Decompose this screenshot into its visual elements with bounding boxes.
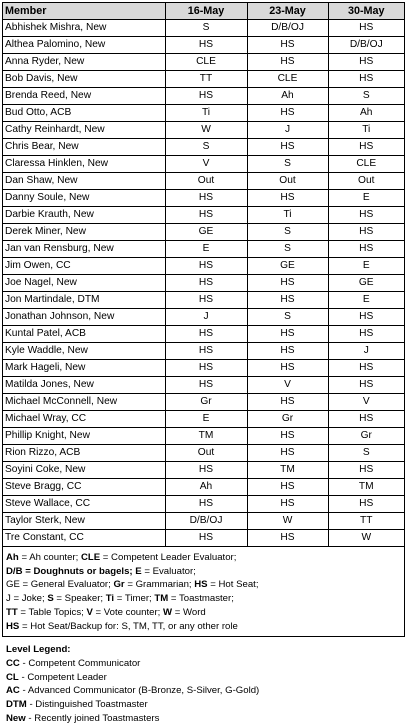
header-row bbox=[3, 3, 404, 20]
member-name-cell: Danny Soule, New bbox=[3, 190, 165, 207]
role-cell: HS bbox=[165, 462, 247, 479]
role-cell: E bbox=[328, 190, 404, 207]
role-legend bbox=[3, 547, 404, 725]
role-cell: HS bbox=[247, 343, 328, 360]
member-name-cell: Mark Hageli, New bbox=[3, 360, 165, 377]
table-row bbox=[3, 360, 404, 377]
role-cell: HS bbox=[247, 292, 328, 309]
table-row bbox=[3, 377, 404, 394]
roster-body bbox=[3, 20, 404, 547]
role-cell: S bbox=[247, 309, 328, 326]
role-cell: Ah bbox=[165, 479, 247, 496]
member-name-cell: Jan van Rensburg, New bbox=[3, 241, 165, 258]
member-name-cell: Michael McConnell, New bbox=[3, 394, 165, 411]
role-cell: TT bbox=[165, 71, 247, 88]
role-cell: HS bbox=[328, 207, 404, 224]
role-cell: Gr bbox=[247, 411, 328, 428]
legend-text: = Speaker; bbox=[53, 593, 106, 605]
role-cell: D/B/OJ bbox=[247, 20, 328, 37]
role-cell: HS bbox=[165, 343, 247, 360]
role-cell: HS bbox=[247, 275, 328, 292]
member-name-cell: Taylor Sterk, New bbox=[3, 513, 165, 530]
member-name-cell: Joe Nagel, New bbox=[3, 275, 165, 292]
role-cell: HS bbox=[165, 530, 247, 547]
member-name-cell: Matilda Jones, New bbox=[3, 377, 165, 394]
table-row bbox=[3, 20, 404, 37]
role-cell: HS bbox=[165, 326, 247, 343]
role-cell: Ti bbox=[328, 122, 404, 139]
member-name-cell: Jim Owen, CC bbox=[3, 258, 165, 275]
role-cell: D/B/OJ bbox=[165, 513, 247, 530]
role-cell: Ti bbox=[165, 105, 247, 122]
legend-key: CLE bbox=[80, 552, 101, 563]
legend-key: S bbox=[47, 593, 54, 605]
member-name-cell: Darbie Krauth, New bbox=[3, 207, 165, 224]
member-name-cell: Anna Ryder, New bbox=[3, 54, 165, 71]
table-row bbox=[3, 156, 404, 173]
table-row bbox=[3, 496, 404, 513]
legend-text: = Table Topics; bbox=[17, 606, 87, 618]
role-cell: HS bbox=[247, 326, 328, 343]
role-cell: HS bbox=[328, 496, 404, 513]
member-name-cell: Phillip Knight, New bbox=[3, 428, 165, 445]
table-row bbox=[3, 258, 404, 275]
role-cell: HS bbox=[328, 377, 404, 394]
level-item bbox=[6, 712, 401, 725]
role-cell: HS bbox=[328, 360, 404, 377]
table-row bbox=[3, 139, 404, 156]
member-name-cell: Dan Shaw, New bbox=[3, 173, 165, 190]
role-cell: HS bbox=[247, 445, 328, 462]
table-row bbox=[3, 173, 404, 190]
level-text: - Recently joined Toastmasters bbox=[25, 712, 160, 724]
legend-text: GE = General Evaluator; bbox=[6, 579, 114, 591]
level-legend bbox=[6, 643, 401, 725]
legend-key: W bbox=[163, 606, 173, 618]
table-row bbox=[3, 54, 404, 71]
role-cell: HS bbox=[165, 275, 247, 292]
role-cell: HS bbox=[247, 394, 328, 411]
role-cell: TT bbox=[328, 513, 404, 530]
role-cell: HS bbox=[247, 530, 328, 547]
role-cell: E bbox=[328, 258, 404, 275]
level-legend-title bbox=[6, 643, 401, 657]
role-cell: TM bbox=[328, 479, 404, 496]
role-cell: HS bbox=[328, 71, 404, 88]
member-name-cell: Abhishek Mishra, New bbox=[3, 20, 165, 37]
member-name-cell: Kyle Waddle, New bbox=[3, 343, 165, 360]
table-row bbox=[3, 275, 404, 292]
roster-table bbox=[3, 3, 404, 547]
member-name-cell: Tre Constant, CC bbox=[3, 530, 165, 547]
level-key: CC bbox=[6, 657, 20, 669]
role-cell: HS bbox=[328, 139, 404, 156]
table-row bbox=[3, 326, 404, 343]
level-key: AC bbox=[6, 685, 20, 697]
table-row bbox=[3, 71, 404, 88]
table-row bbox=[3, 207, 404, 224]
role-cell: HS bbox=[165, 37, 247, 54]
role-cell: W bbox=[247, 513, 328, 530]
role-cell: HS bbox=[328, 241, 404, 258]
table-row bbox=[3, 37, 404, 54]
role-cell: HS bbox=[247, 54, 328, 71]
legend-key: E bbox=[135, 565, 142, 577]
table-row bbox=[3, 190, 404, 207]
legend-key: Ti bbox=[105, 593, 115, 605]
header-date: 23-May bbox=[247, 3, 328, 20]
role-cell: HS bbox=[247, 428, 328, 445]
level-item bbox=[6, 657, 401, 671]
role-cell: HS bbox=[328, 20, 404, 37]
legend-text: = Hot Seat/Backup for: S, TM, TT, or any other role bbox=[19, 620, 238, 632]
role-cell: S bbox=[247, 241, 328, 258]
roster-sheet bbox=[2, 2, 405, 724]
legend-text: = Grammarian; bbox=[124, 579, 195, 591]
role-cell: Gr bbox=[328, 428, 404, 445]
role-cell: J bbox=[328, 343, 404, 360]
role-cell: S bbox=[165, 20, 247, 37]
role-cell: HS bbox=[247, 190, 328, 207]
role-cell: Out bbox=[165, 445, 247, 462]
table-row bbox=[3, 105, 404, 122]
role-cell: E bbox=[165, 411, 247, 428]
level-text: - Competent Leader bbox=[18, 671, 107, 683]
table-row bbox=[3, 88, 404, 105]
role-cell: CLE bbox=[247, 71, 328, 88]
role-cell: HS bbox=[165, 88, 247, 105]
role-cell: HS bbox=[328, 224, 404, 241]
role-cell: W bbox=[165, 122, 247, 139]
role-cell: HS bbox=[165, 207, 247, 224]
table-row bbox=[3, 479, 404, 496]
legend-line bbox=[6, 551, 401, 565]
legend-key: HS bbox=[194, 579, 208, 591]
role-cell: E bbox=[328, 292, 404, 309]
level-text: - Competent Communicator bbox=[19, 657, 141, 669]
legend-text: = Vote counter; bbox=[92, 606, 163, 618]
role-cell: HS bbox=[328, 411, 404, 428]
role-cell: Ti bbox=[247, 207, 328, 224]
role-cell: HS bbox=[328, 326, 404, 343]
table-row bbox=[3, 292, 404, 309]
member-name-cell: Althea Palomino, New bbox=[3, 37, 165, 54]
role-cell: V bbox=[328, 394, 404, 411]
role-cell: S bbox=[247, 156, 328, 173]
table-row bbox=[3, 343, 404, 360]
table-row bbox=[3, 530, 404, 547]
role-cell: W bbox=[328, 530, 404, 547]
table-row bbox=[3, 394, 404, 411]
role-cell: HS bbox=[165, 258, 247, 275]
role-cell: GE bbox=[165, 224, 247, 241]
role-cell: Ah bbox=[328, 105, 404, 122]
level-text: - Distinguished Toastmaster bbox=[26, 699, 148, 711]
table-row bbox=[3, 428, 404, 445]
legend-text: J = Joke; bbox=[6, 593, 48, 605]
table-row bbox=[3, 241, 404, 258]
role-cell: S bbox=[247, 224, 328, 241]
legend-text: = Competent Leader Evaluator; bbox=[100, 552, 237, 563]
role-cell: CLE bbox=[165, 54, 247, 71]
legend-key: Ah bbox=[6, 552, 19, 563]
role-cell: S bbox=[328, 88, 404, 105]
member-name-cell: Cathy Reinhardt, New bbox=[3, 122, 165, 139]
role-cell: Ah bbox=[247, 88, 328, 105]
role-cell: HS bbox=[328, 309, 404, 326]
level-legend-title-text: Level Legend: bbox=[6, 644, 71, 656]
legend-line bbox=[6, 606, 401, 620]
level-key: DTM bbox=[6, 699, 27, 711]
header-date: 16-May bbox=[165, 3, 247, 20]
member-name-cell: Jonathan Johnson, New bbox=[3, 309, 165, 326]
level-item bbox=[6, 684, 401, 698]
role-cell: HS bbox=[165, 190, 247, 207]
role-cell: HS bbox=[165, 360, 247, 377]
legend-line bbox=[6, 620, 401, 634]
role-cell: Out bbox=[247, 173, 328, 190]
table-row bbox=[3, 513, 404, 530]
legend-text: = Doughnuts or bagels; bbox=[22, 565, 136, 577]
role-cell: TM bbox=[247, 462, 328, 479]
role-cell: S bbox=[328, 445, 404, 462]
member-name-cell: Steve Wallace, CC bbox=[3, 496, 165, 513]
role-cell: HS bbox=[247, 496, 328, 513]
header-member: Member bbox=[3, 3, 165, 20]
member-name-cell: Jon Martindale, DTM bbox=[3, 292, 165, 309]
role-cell: HS bbox=[247, 105, 328, 122]
table-row bbox=[3, 224, 404, 241]
role-cell: Out bbox=[328, 173, 404, 190]
role-cell: CLE bbox=[328, 156, 404, 173]
role-cell: Gr bbox=[165, 394, 247, 411]
role-cell: E bbox=[165, 241, 247, 258]
legend-key: V bbox=[86, 606, 93, 618]
member-name-cell: Kuntal Patel, ACB bbox=[3, 326, 165, 343]
table-row bbox=[3, 411, 404, 428]
legend-text: = Word bbox=[172, 606, 206, 618]
role-cell: V bbox=[247, 377, 328, 394]
role-cell: D/B/OJ bbox=[328, 37, 404, 54]
header-date: 30-May bbox=[328, 3, 404, 20]
legend-key: TT bbox=[6, 606, 18, 618]
legend-line bbox=[6, 565, 401, 579]
level-key: New bbox=[6, 712, 26, 724]
member-name-cell: Steve Bragg, CC bbox=[3, 479, 165, 496]
role-cell: GE bbox=[247, 258, 328, 275]
role-cell: S bbox=[165, 139, 247, 156]
role-cell: HS bbox=[247, 479, 328, 496]
legend-text: = Toastmaster; bbox=[168, 593, 234, 605]
member-name-cell: Derek Miner, New bbox=[3, 224, 165, 241]
table-row bbox=[3, 309, 404, 326]
role-cell: HS bbox=[247, 360, 328, 377]
legend-text: = Hot Seat; bbox=[207, 579, 259, 591]
role-cell: HS bbox=[247, 37, 328, 54]
member-name-cell: Claressa Hinklen, New bbox=[3, 156, 165, 173]
legend-key: Gr bbox=[113, 579, 125, 591]
role-cell: J bbox=[165, 309, 247, 326]
role-cell: J bbox=[247, 122, 328, 139]
role-cell: HS bbox=[328, 462, 404, 479]
member-name-cell: Bob Davis, New bbox=[3, 71, 165, 88]
role-cell: HS bbox=[165, 496, 247, 513]
legend-line bbox=[6, 592, 401, 606]
table-row bbox=[3, 462, 404, 479]
legend-line bbox=[6, 578, 401, 592]
legend-text: = Ah counter; bbox=[18, 552, 81, 563]
level-item bbox=[6, 698, 401, 712]
legend-key: HS bbox=[6, 620, 20, 632]
member-name-cell: Michael Wray, CC bbox=[3, 411, 165, 428]
legend-key: TM bbox=[154, 593, 169, 605]
role-cell: HS bbox=[165, 292, 247, 309]
level-text: - Advanced Communicator (B-Bronze, S-Silver, G-Gold) bbox=[19, 685, 260, 697]
member-name-cell: Brenda Reed, New bbox=[3, 88, 165, 105]
role-cell: HS bbox=[328, 54, 404, 71]
role-cell: V bbox=[165, 156, 247, 173]
role-cell: Out bbox=[165, 173, 247, 190]
legend-key: D/B bbox=[6, 565, 23, 577]
level-item bbox=[6, 671, 401, 685]
role-cell: HS bbox=[247, 139, 328, 156]
legend-text: = Evaluator; bbox=[141, 565, 196, 577]
role-cell: GE bbox=[328, 275, 404, 292]
table-row bbox=[3, 445, 404, 462]
member-name-cell: Rion Rizzo, ACB bbox=[3, 445, 165, 462]
legend-text: = Timer; bbox=[114, 593, 155, 605]
role-cell: HS bbox=[165, 377, 247, 394]
role-cell: TM bbox=[165, 428, 247, 445]
level-key: CL bbox=[6, 671, 19, 683]
member-name-cell: Soyini Coke, New bbox=[3, 462, 165, 479]
member-name-cell: Chris Bear, New bbox=[3, 139, 165, 156]
table-row bbox=[3, 122, 404, 139]
member-name-cell: Bud Otto, ACB bbox=[3, 105, 165, 122]
